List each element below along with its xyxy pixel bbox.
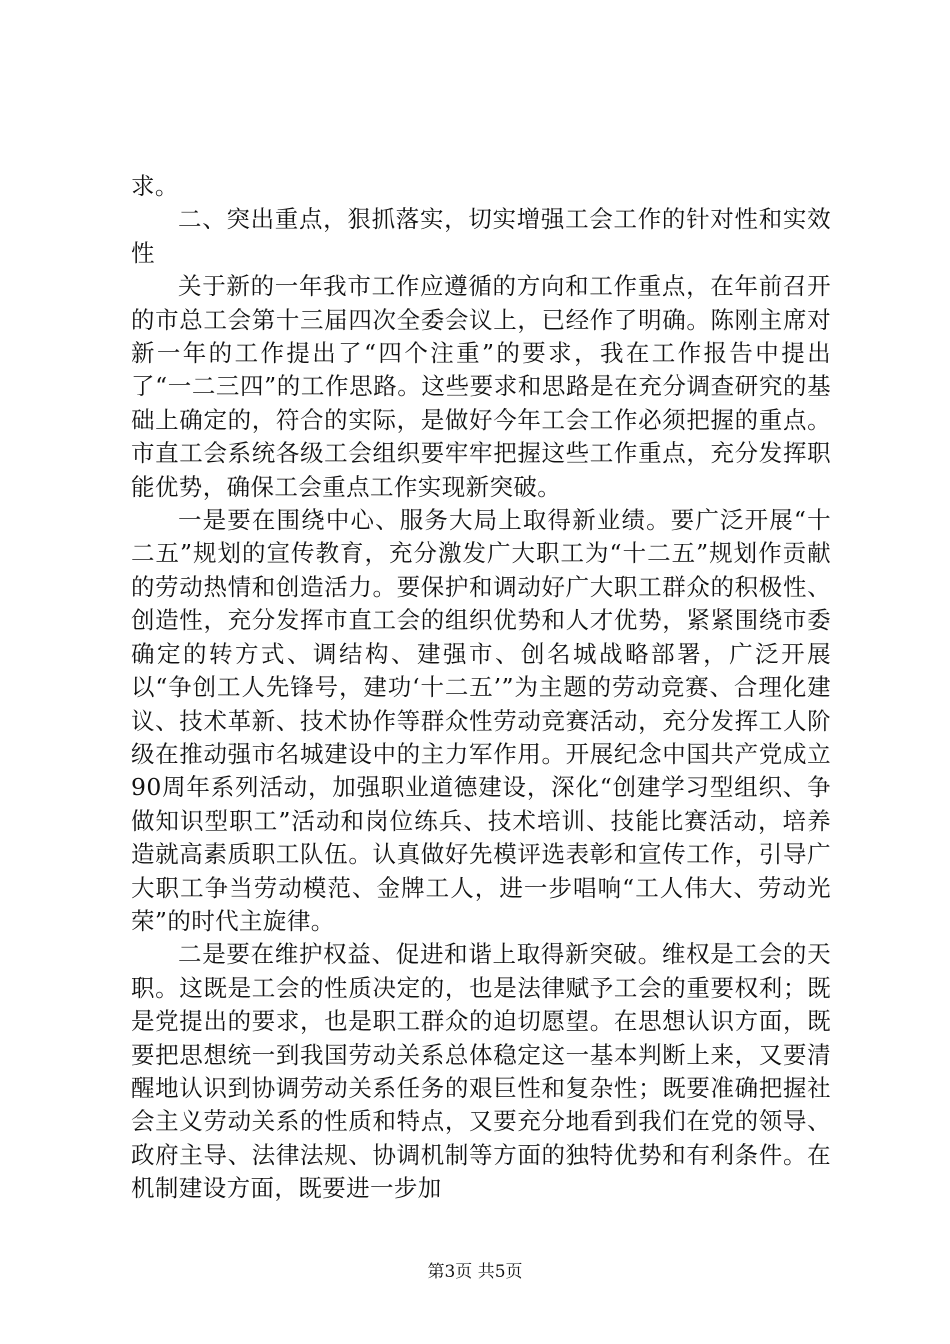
paragraph: 关于新的一年我市工作应遵循的方向和工作重点，在年前召开的市总工会第十三届四次全委会议上，已经作了明确。陈刚主席对新一年的工作提出了“四个注重”的要求，我在工作报告中提出了“一二三四”的工作思路。这些要求和思路是在充分调查研究的基础上确定的，符合的实际，是做好今年工会工作必须把握的重点。市直工会系统各级工会组织要牢牢把握这些工作重点，充分发挥职能优势，确保工会重点工作实现新突破。 (131, 272, 831, 501)
paragraph: 二是要在维护权益、促进和谐上取得新突破。维权是工会的天职。这既是工会的性质决定的，也是法律赋予工会的重要权利；既是党提出的要求，也是职工群众的迫切愿望。在思想认识方面，既要把思想统一到我国劳动关系总体稳定这一基本判断上来，又要清醒地认识到协调劳动关系任务的艰巨性和复杂性；既要准确把握社会主义劳动关系的性质和特点，又要充分地看到我们在党的领导、政府主导、法律法规、协调机制等方面的独特优势和有利条件。在机制建设方面，既要进一步加 (131, 940, 831, 1203)
paragraph-continuation: 求。 (131, 172, 179, 200)
document-body (131, 170, 831, 1206)
paragraph: 一是要在围绕中心、服务大局上取得新业绩。要广泛开展“十二五”规划的宣传教育，充分激发广大职工为“十二五”规划作贡献的劳动热情和创造活力。要保护和调动好广大职工群众的积极性、创造性，充分发挥市直工会的组织优势和人才优势，紧紧围绕市委确定的转方式、调结构、建强市、创名城战略部署，广泛开展以“争创工人先锋号，建功‘十二五’”为主题的劳动竞赛、合理化建议、技术革新、技术协作等群众性劳动竞赛活动，充分发挥工人阶级在推动强市名城建设中的主力军作用。开展纪念中国共产党成立90周年系列活动，加强职业道德建设，深化“创建学习型组织、争做知识型职工”活动和岗位练兵、技术培训、技能比赛活动，培养造就高素质职工队伍。认真做好先模评选表彰和宣传工作，引导广大职工争当劳动模范、金牌工人，进一步唱响“工人伟大、劳动光荣”的时代主旋律。 (131, 506, 831, 935)
section-heading: 二、突出重点，狠抓落实，切实增强工会工作的针对性和实效性 (131, 205, 831, 267)
page-footer: 第3页 共5页 (427, 1262, 523, 1282)
